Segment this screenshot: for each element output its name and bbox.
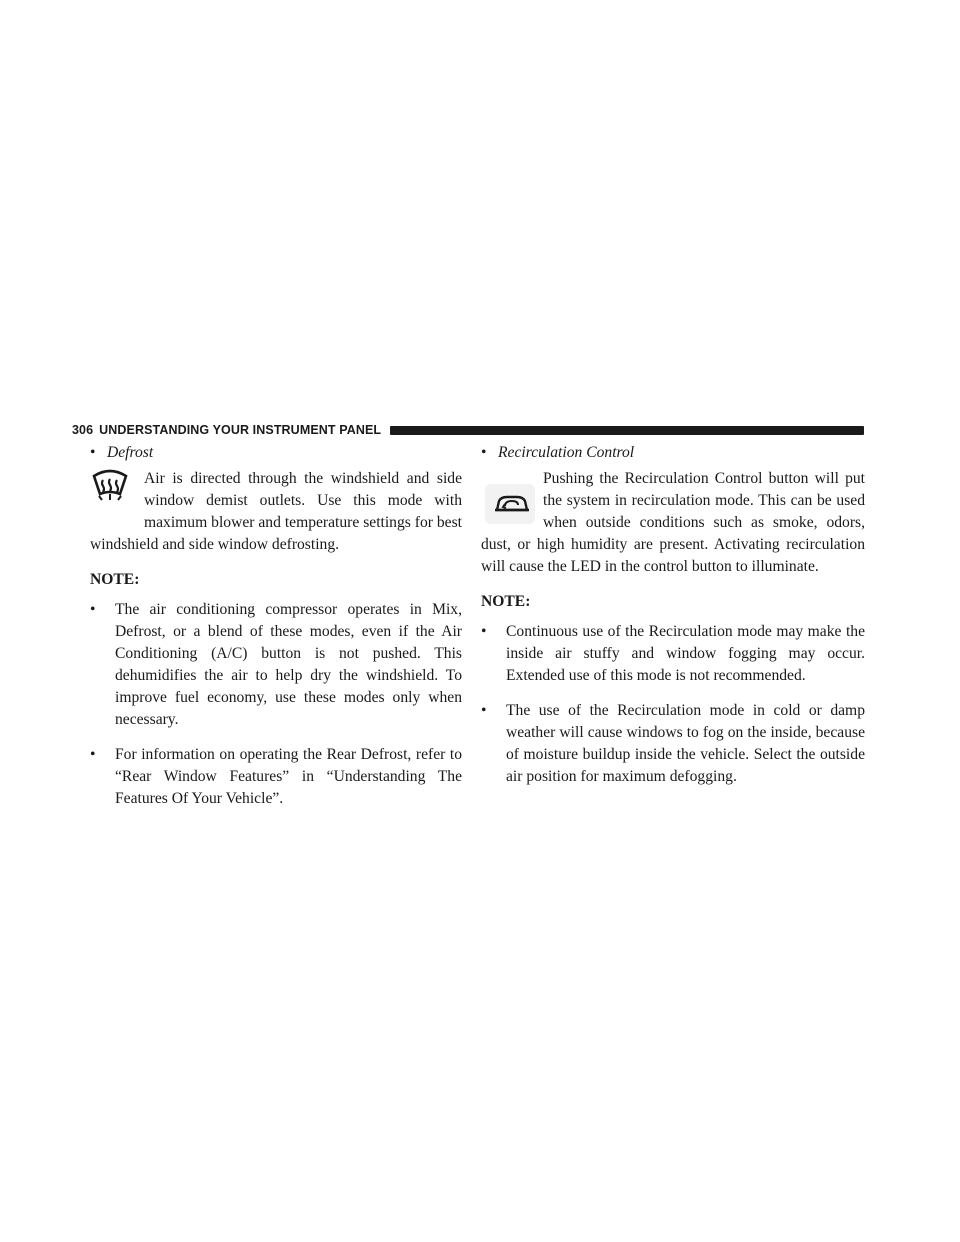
bullet: • bbox=[90, 444, 96, 461]
bullet: • bbox=[90, 601, 96, 618]
recirculation-paragraph bbox=[481, 468, 865, 578]
defrost-heading-text: Defrost bbox=[107, 444, 154, 461]
recirculation-paragraph-text: Pushing the Recirculation Control button will put the system in recirculation mode. This can be used when outside conditions such as smoke, odors, dust, or high humidity are present. Activating recirculation will cause the LED in the control button to illuminate. bbox=[481, 470, 865, 575]
list-item bbox=[90, 599, 462, 731]
page-header bbox=[72, 420, 864, 440]
list-item bbox=[481, 621, 865, 687]
note-label: NOTE: bbox=[481, 593, 531, 610]
list-item bbox=[481, 700, 865, 788]
bullet: • bbox=[481, 702, 487, 719]
recirculation-heading bbox=[481, 442, 865, 464]
header-rule bbox=[390, 426, 864, 435]
section-title: UNDERSTANDING YOUR INSTRUMENT PANEL bbox=[99, 423, 382, 437]
list-item-text: For information on operating the Rear Defrost, refer to “Rear Window Features” in “Understanding The Features Of Your Vehicle”. bbox=[115, 746, 462, 807]
defrost-icon bbox=[90, 468, 144, 514]
left-column bbox=[90, 440, 462, 823]
page-number: 306 bbox=[72, 423, 94, 437]
note-label: NOTE: bbox=[90, 571, 140, 588]
recirculation-heading-text: Recirculation Control bbox=[498, 444, 635, 461]
list-item bbox=[90, 744, 462, 810]
defrost-paragraph bbox=[90, 468, 462, 556]
recirculation-icon bbox=[481, 468, 543, 534]
list-item-text: The use of the Recirculation mode in cold or damp weather will cause windows to fog on the inside, because of moisture buildup inside the vehicle. Select the outside air position for maximum defogging. bbox=[506, 702, 865, 785]
bullet: • bbox=[90, 746, 96, 763]
bullet: • bbox=[481, 623, 487, 640]
bullet: • bbox=[481, 444, 487, 461]
right-column bbox=[481, 440, 865, 801]
list-item-text: Continuous use of the Recirculation mode may make the inside air stuffy and window fogging may occur. Extended use of this mode is not recommended. bbox=[506, 623, 865, 684]
defrost-paragraph-text: Air is directed through the windshield and side window demist outlets. Use this mode with maximum blower and temperature settings for best windshield and side window defrosting. bbox=[90, 470, 462, 553]
defrost-heading bbox=[90, 442, 462, 464]
list-item-text: The air conditioning compressor operates in Mix, Defrost, or a blend of these modes, even if the Air Conditioning (A/C) button is not pushed. This dehumidifies the air to help dry the windshield. To improve fuel economy, use these modes only when necessary. bbox=[115, 601, 462, 728]
